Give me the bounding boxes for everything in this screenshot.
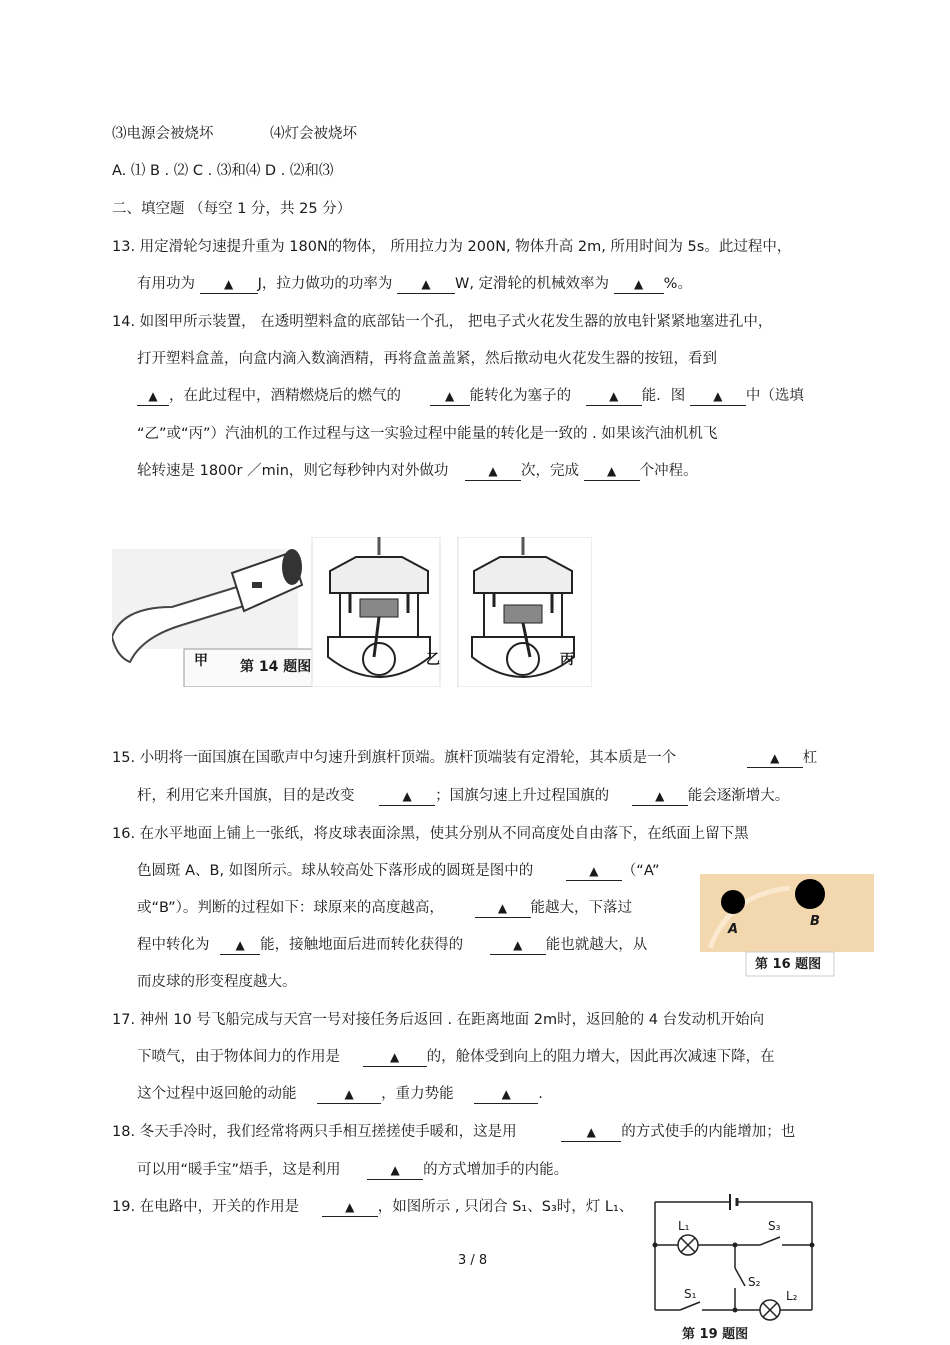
text: %。 — [663, 276, 692, 292]
q17-line3 — [137, 1084, 543, 1104]
figure-16-label-b: B — [810, 914, 820, 929]
text: ，重力势能 — [381, 1086, 454, 1102]
figure-14-label-jia: 甲 — [194, 653, 208, 669]
text: W, 定滑轮的机械效率为 — [455, 276, 610, 292]
text: 这个过程中返回舱的动能 — [137, 1086, 297, 1102]
figure-19-label-s1: S₁ — [684, 1287, 697, 1301]
q16-line4 — [137, 935, 647, 955]
answer-blank[interactable]: ▲ — [137, 388, 169, 406]
answer-blank[interactable]: ▲ — [363, 1049, 427, 1067]
text: ；国旗匀速上升过程国旗的 — [435, 788, 610, 804]
text: 中（选填 — [745, 388, 804, 404]
figure-19-label-s2: S₂ — [748, 1275, 761, 1289]
answer-blank[interactable]: ▲ — [317, 1086, 381, 1104]
text: 的方式增加手的内能。 — [423, 1162, 569, 1178]
text: 杠 — [802, 750, 818, 766]
text: ，在此过程中，酒精燃烧后的燃气的 — [169, 388, 401, 404]
text: （“A” — [621, 863, 660, 879]
answer-blank[interactable]: ▲ — [367, 1162, 423, 1180]
q14-line3 — [137, 386, 804, 406]
text: 程中转化为 — [137, 937, 210, 953]
figure-19 — [650, 1190, 820, 1345]
q16-line1: 16. 在水平地面上铺上一张纸，将皮球表面涂黑，使其分别从不同高度处自由落下，在纸面上留下黑 — [112, 826, 749, 842]
q15-line1 — [112, 748, 817, 768]
figure-14-label-bing: 丙 — [560, 652, 574, 668]
line-q12-option3: ⑶电源会被烧坏 — [112, 126, 214, 142]
text: 能．图 — [641, 388, 686, 404]
answer-blank[interactable]: ▲ — [561, 1124, 621, 1142]
answer-blank[interactable]: ▲ — [614, 276, 664, 294]
text: J，拉力做功的功率为 — [257, 276, 393, 292]
figure-14 — [112, 537, 592, 687]
figure-16-caption: 第 16 题图 — [755, 957, 822, 972]
text: 下喷气，由于物体间力的作用是 — [137, 1049, 340, 1065]
text: 的方式使手的内能增加；也 — [621, 1124, 796, 1140]
text: 能越大，下落过 — [530, 900, 633, 916]
answer-blank[interactable]: ▲ — [430, 388, 470, 406]
text: 个冲程。 — [639, 463, 698, 479]
text: 的，舱体受到向上的阻力增大，因此再次减速下降，在 — [426, 1049, 775, 1065]
q13-line1: 13. 用定滑轮匀速提升重为 180N的物体， 所用拉力为 200N, 物体升高 2m, 所用时间为 5s。此过程中， — [112, 239, 792, 255]
text: 有用功为 — [137, 276, 195, 292]
answer-blank[interactable]: ▲ — [632, 788, 688, 806]
text: 次，完成 — [521, 463, 580, 479]
answer-blank[interactable]: ▲ — [220, 937, 260, 955]
text: 可以用“暖手宝”焐手，这是利用 — [137, 1162, 341, 1178]
q15-line2 — [137, 786, 789, 806]
figure-19-label-s3: S₃ — [768, 1219, 781, 1233]
answer-blank[interactable]: ▲ — [690, 388, 746, 406]
text: 19. 在电路中，开关的作用是 — [112, 1199, 300, 1215]
figure-19-caption: 第 19 题图 — [682, 1327, 749, 1342]
answer-blank[interactable]: ▲ — [397, 276, 455, 294]
answer-blank[interactable]: ▲ — [379, 788, 435, 806]
answer-blank[interactable]: ▲ — [475, 900, 531, 918]
line-q12-choices: A. ⑴ B . ⑵ C . ⑶和⑷ D . ⑵和⑶ — [112, 163, 334, 179]
text: 15. 小明将一面国旗在国歌声中匀速升到旗杆顶端。旗杆顶端装有定滑轮，其本质是一个 — [112, 750, 677, 766]
text: 能，接触地面后进而转化获得的 — [260, 937, 464, 953]
answer-blank[interactable]: ▲ — [586, 388, 642, 406]
figure-16-label-a: A — [728, 922, 739, 937]
answer-blank[interactable]: ▲ — [490, 937, 546, 955]
answer-blank[interactable]: ▲ — [747, 750, 803, 768]
figure-14-label-yi: 乙 — [426, 652, 440, 668]
q17-line2 — [137, 1047, 775, 1067]
text: 能会逐渐增大。 — [687, 788, 790, 804]
figure-14-drawing — [112, 537, 592, 687]
text: 色圆斑 A、B, 如图所示。球从较高处下落形成的圆斑是图中的 — [137, 863, 534, 879]
figure-19-label-l2: L₂ — [786, 1289, 798, 1303]
q16-line3 — [137, 898, 632, 918]
text: 能也就越大，从 — [545, 937, 648, 953]
q14-line5 — [137, 461, 698, 481]
text: 能转化为塞子的 — [469, 388, 572, 404]
text: 轮转速是 1800r ／min，则它每秒钟内对外做功 — [137, 463, 449, 479]
q13-line2 — [137, 274, 692, 294]
figure-16 — [700, 874, 874, 978]
text: . — [538, 1086, 543, 1102]
q16-line5: 而皮球的形变程度越大。 — [137, 974, 297, 990]
figure-19-label-l1: L₁ — [678, 1219, 690, 1233]
figure-14-caption: 第 14 题图 — [240, 659, 312, 675]
text: ，如图所示 , 只闭合 S₁、S₃时，灯 L₁、 — [377, 1199, 634, 1215]
line-q12-option4: ⑷灯会被烧坏 — [270, 126, 357, 142]
text: 18. 冬天手冷时，我们经常将两只手相互搓搓使手暖和，这是用 — [112, 1124, 517, 1140]
answer-blank[interactable]: ▲ — [566, 863, 622, 881]
answer-blank[interactable]: ▲ — [465, 463, 521, 481]
answer-blank[interactable]: ▲ — [474, 1086, 538, 1104]
text: 杆，利用它来升国旗，目的是改变 — [137, 788, 355, 804]
q19-line1 — [112, 1197, 633, 1217]
answer-blank[interactable]: ▲ — [200, 276, 258, 294]
q17-line1: 17. 神州 10 号飞船完成与天宫一号对接任务后返回 . 在距离地面 2m时，返回舱的 4 台发动机开始向 — [112, 1012, 765, 1028]
q14-line2: 打开塑料盒盖，向盒内滴入数滴酒精，再将盒盖盖紧，然后揿动电火花发生器的按钮，看到 — [137, 351, 717, 367]
q14-line4: “乙”或“丙”）汽油机的工作过程与这一实验过程中能量的转化是一致的 . 如果该汽油机机飞 — [137, 426, 718, 442]
page-number: 3 / 8 — [458, 1253, 488, 1268]
section-title: 二、填空题 （每空 1 分，共 25 分） — [112, 201, 352, 217]
answer-blank[interactable]: ▲ — [322, 1199, 378, 1217]
q18-line1 — [112, 1122, 795, 1142]
text: 或“B”）。判断的过程如下：球原来的高度越高， — [137, 900, 444, 916]
answer-blank[interactable]: ▲ — [584, 463, 640, 481]
q14-line1: 14. 如图甲所示装置， 在透明塑料盒的底部钻一个孔， 把电子式火花发生器的放电针紧紧地塞进孔中， — [112, 314, 773, 330]
q16-line2 — [137, 861, 659, 881]
q18-line2 — [137, 1160, 568, 1180]
